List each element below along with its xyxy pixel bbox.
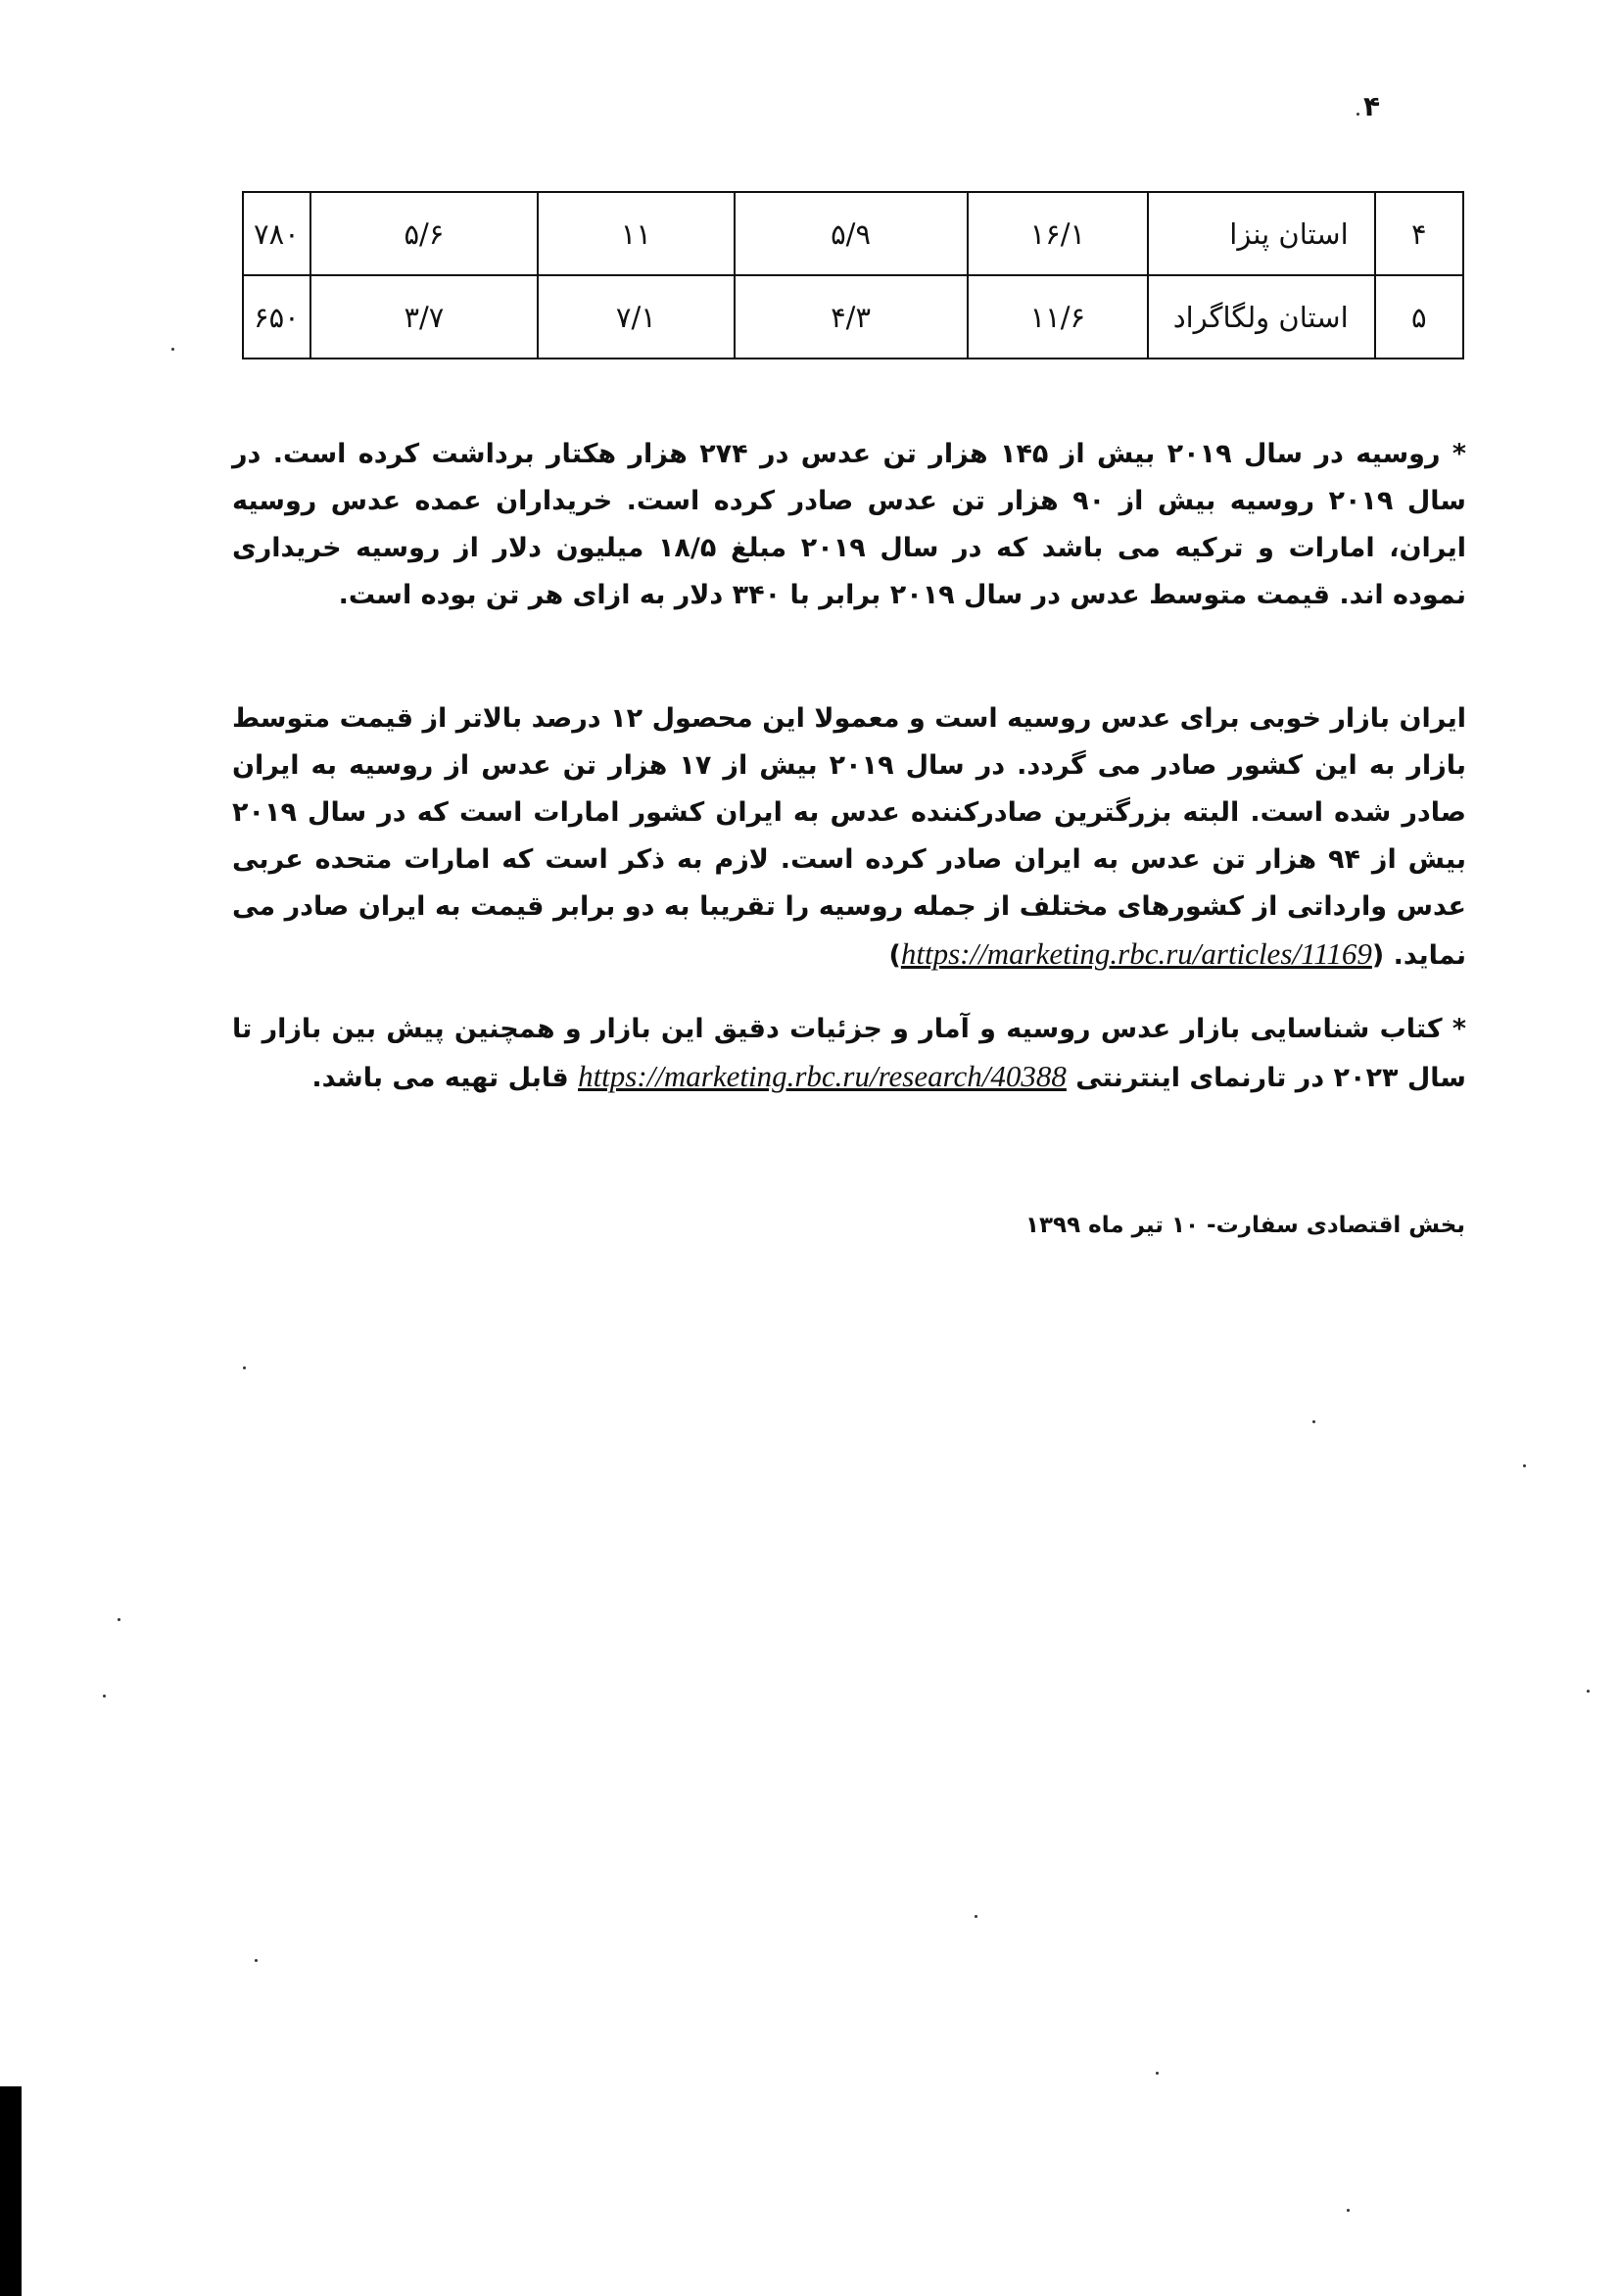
scan-speck: [255, 1959, 258, 1962]
scan-speck: [103, 1695, 106, 1698]
value-cell: ۶۵۰: [243, 275, 310, 359]
paragraph-text-end: قابل تهیه می باشد.: [311, 1063, 569, 1093]
value-cell: ۳/۷: [310, 275, 538, 359]
scan-speck: [1356, 113, 1359, 116]
scan-speck: [243, 1366, 246, 1369]
scan-speck: [1587, 1690, 1590, 1693]
page-number: ۴: [1363, 90, 1381, 122]
scan-speck: [1347, 2209, 1350, 2212]
rank-cell: ۵: [1375, 275, 1463, 359]
table-row: [243, 192, 1463, 275]
production-table: [242, 191, 1464, 359]
value-cell: ۴/۳: [735, 275, 968, 359]
paragraph-market-book: [232, 1006, 1466, 1102]
source-link-articles[interactable]: https://marketing.rbc.ru/articles/11169: [900, 936, 1372, 971]
paragraph-lentil-harvest: * روسیه در سال ۲۰۱۹ بیش از ۱۴۵ هزار تن عدس در ۲۷۴ هزار هکتار برداشت کرده است. در سال ۲۰۱۹ روسیه بیش از ۹۰ هزار تن عدس صادر کرده است. خریداران عمده عدس روسیه ایران، امارات و ترکیه می باشد که در سال ۲۰۱۹ مبلغ ۱۸/۵ میلیون دلار از روسیه خریداری نموده اند. قیمت متوسط عدس در سال ۲۰۱۹ برابر با ۳۴۰ دلار به ازای هر تن بوده است.: [232, 439, 1466, 610]
value-cell: ۷۸۰: [243, 192, 310, 275]
scan-speck: [975, 1915, 977, 1918]
value-cell: ۵/۹: [735, 192, 968, 275]
scan-edge-mark: [0, 2086, 22, 2296]
scan-speck: [1523, 1464, 1526, 1467]
table-row: [243, 275, 1463, 359]
signature-line: بخش اقتصادی سفارت- ۱۰ تیر ماه ۱۳۹۹: [1024, 1213, 1465, 1238]
value-cell: ۱۶/۱: [968, 192, 1149, 275]
value-cell: ۱۱/۶: [968, 275, 1149, 359]
paragraph-iran-market: [232, 695, 1466, 980]
value-cell: ۵/۶: [310, 192, 538, 275]
value-cell: ۱۱: [538, 192, 735, 275]
paragraph-text-end: ): [888, 940, 901, 971]
paragraph-text: ایران بازار خوبی برای عدس روسیه است و معمولا این محصول ۱۲ درصد بالاتر از قیمت متوسط بازار به این کشور صادر می گردد. در سال ۲۰۱۹ بیش از ۱۷ هزار تن عدس از روسیه به ایران صادر شده است. البته بزرگترین صادرکننده عدس به ایران کشور امارات است که در سال ۲۰۱۹ بیش از ۹۴ هزار تن عدس به ایران صادر کرده است. لازم به ذکر است که امارات متحده عربی عدس وارداتی از کشورهای مختلف از جمله روسیه را تقریبا به دو برابر قیمت به ایران صادر می نماید. (: [232, 703, 1467, 971]
scan-speck: [1156, 2072, 1159, 2075]
scan-speck: [1312, 1420, 1315, 1423]
value-cell: ۷/۱: [538, 275, 735, 359]
scan-speck: [171, 348, 174, 351]
paragraph-text: * کتاب شناسایی بازار عدس روسیه و آمار و جزئیات دقیق این بازار و همچنین پیش بین بازار تا سال ۲۰۲۳ در تارنمای اینترنتی: [232, 1014, 1466, 1093]
scan-speck: [118, 1618, 120, 1621]
region-name-cell: استان ولگاگراد: [1148, 275, 1374, 359]
source-link-research[interactable]: https://marketing.rbc.ru/research/40388: [578, 1059, 1067, 1093]
region-name-cell: استان پنزا: [1148, 192, 1374, 275]
rank-cell: ۴: [1375, 192, 1463, 275]
